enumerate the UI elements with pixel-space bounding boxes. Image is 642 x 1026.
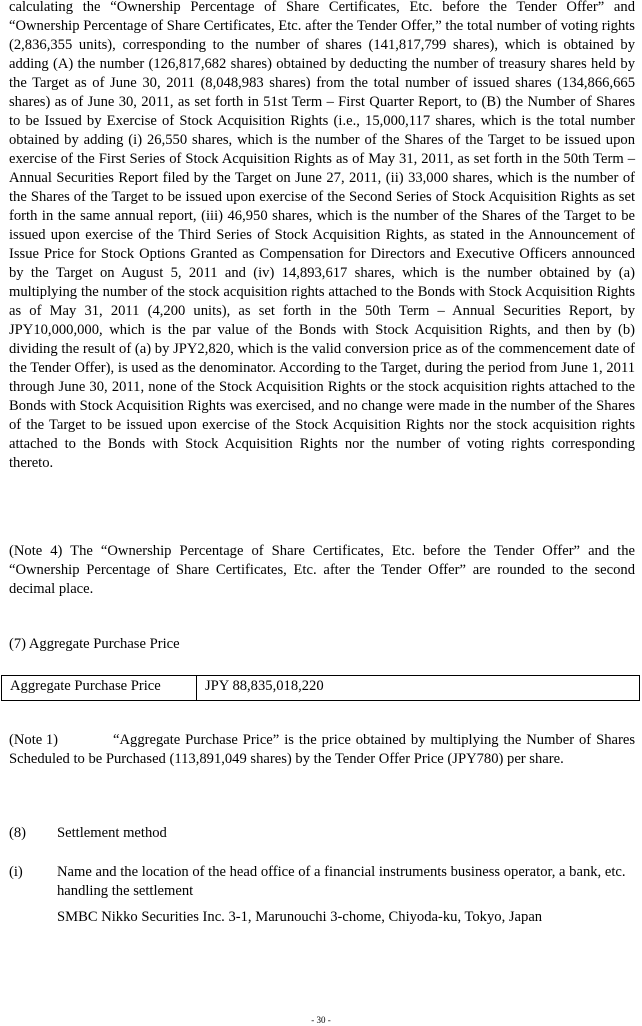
- note1-text: “Aggregate Purchase Price” is the price obtained by multiplying the Number of Shares Scheduled to be Purchased (113,891,049 shares) by the Tender Offer Price (JPY780) per share.: [9, 732, 635, 767]
- section7-heading: (7) Aggregate Purchase Price: [9, 636, 180, 652]
- section8-heading: Settlement method: [57, 825, 167, 841]
- note4-paragraph: (Note 4) The “Ownership Percentage of Share Certificates, Etc. before the Tender Offer” and the “Ownership Percentage of Share Certificates, Etc. after the Tender Offer” are rounded to the second decimal place.: [9, 543, 635, 597]
- note1-prefix: (Note 1): [9, 732, 59, 748]
- section8-number: (8): [9, 825, 27, 841]
- section7-note1: [9, 731, 635, 769]
- item-i-text: Name and the location of the head office of a financial instruments business operator, a bank, etc. handling the settlement: [57, 864, 626, 899]
- aggregate-purchase-price-table: [1, 675, 640, 701]
- item-i-number: (i): [9, 864, 23, 880]
- table-label-cell: Aggregate Purchase Price: [2, 676, 197, 701]
- table-row: [2, 676, 640, 701]
- item-i-detail: SMBC Nikko Securities Inc. 3-1, Marunouchi 3-chome, Chiyoda-ku, Tokyo, Japan: [57, 909, 543, 925]
- note3-continued-paragraph: calculating the “Ownership Percentage of Share Certificates, Etc. before the Tender Offer” and “Ownership Percentage of Share Certificates, Etc. after the Tender Offer,” the total number of voting rights (2,836,355 units), corresponding to the number of shares (141,817,799 shares), which is obtained by adding (A) the number (126,817,682 shares) obtained by deducting the number of treasury shares held by the Target as of June 30, 2011 (8,048,983 shares) from the total number of issued shares (134,866,665 shares) as of June 30, 2011, as set forth in 51st Term – First Quarter Report, to (B) the Number of Shares to be Issued by Exercise of Stock Acquisition Rights (i.e., 15,000,117 shares, which is the total number obtained by adding (i) 26,550 shares, which is the number of the Shares of the Target to be issued upon exercise of the First Series of Stock Acquisition Rights as of May 31, 2011, as set forth in the 50th Term – Annual Securities Report filed by the Target on June 27, 2011, (ii) 33,000 shares, which is the number of the Shares of the Target to be issued upon exercise of the Second Series of Stock Acquisition Rights as set forth in the same annual report, (iii) 46,950 shares, which is the number of the Shares of the Target to be issued upon exercise of the Third Series of Stock Acquisition Rights, as stated in the Announcement of Issue Price for Stock Options Granted as Compensation for Directors and Executive Officers announced by the Target on August 5, 2011 and (iv) 14,893,617 shares, which is the number obtained by (a) multiplying the number of the stock acquisition rights attached to the Bonds with Stock Acquisition Rights as of May 31, 2011 (4,200 units), as set forth in the 50th Term – Annual Securities Report, by JPY10,000,000, which is the par value of the Bonds with Stock Acquisition Rights, and then by (b) dividing the result of (a) by JPY2,820, which is the valid conversion price as of the commencement date of the Tender Offer), is used as the denominator. According to the Target, during the period from June 1, 2011 through June 30, 2011, none of the Stock Acquisition Rights or the stock acquisition rights attached to the Bonds with Stock Acquisition Rights was exercised, and no change were made in the number of the Shares of the Target to be issued upon exercise of the Stock Acquisition Rights nor the stock acquisition rights attached to the Bonds with Stock Acquisition Rights nor the number of voting rights corresponding thereto.: [9, 0, 635, 471]
- table-value-cell: JPY 88,835,018,220: [197, 676, 640, 701]
- page-number: - 30 -: [311, 1015, 331, 1025]
